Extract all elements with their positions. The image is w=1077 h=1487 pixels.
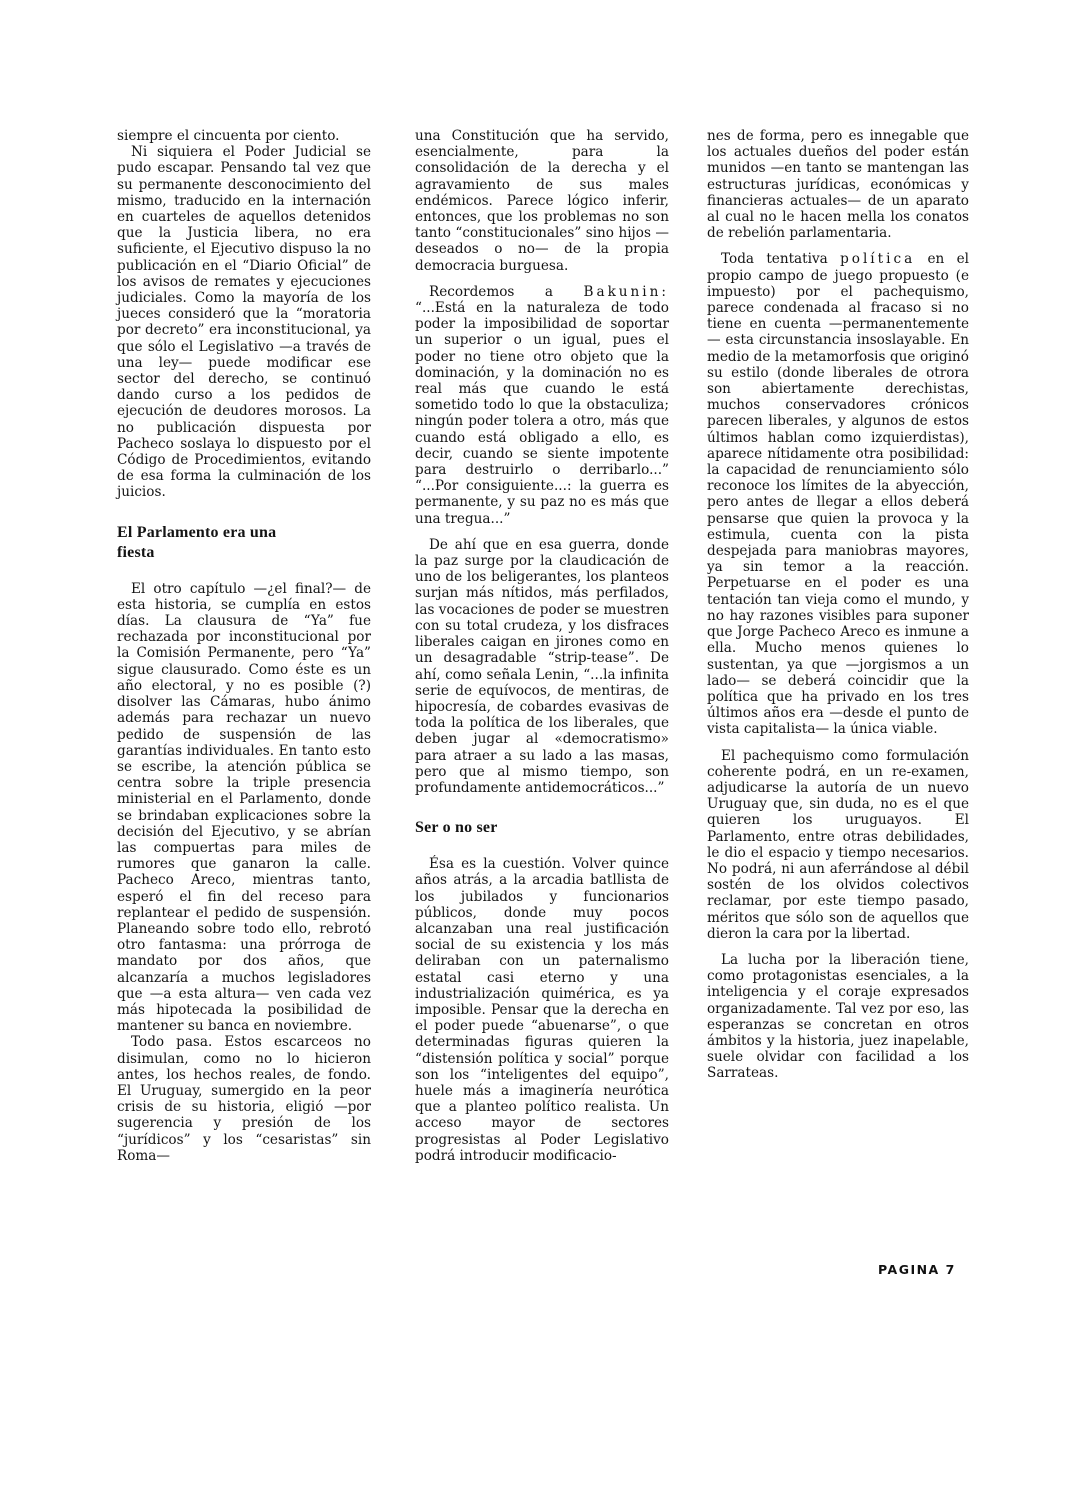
article-column-2 <box>415 128 669 1164</box>
paragraph <box>707 251 969 737</box>
page-number: PAGINA 7 <box>878 1262 956 1277</box>
paragraph-lead: Recordemos a <box>429 283 553 300</box>
paragraph: De ahí que en esa guerra, donde la paz surge por la claudicación de uno de los beligerantes, los planteos surjan más nítidos, más perfilados, las vocaciones de poder se muestren con su total crudeza, y los disfraces liberales caigan en jirones como en un desagradable “strip-tease”. De ahí, como señala Lenin, “...la infinita serie de equívocos, de mentiras, de hipocresía, de cobardes evasivas de toda la política de los liberales, que deben jugar al «democratismo» para atraer a su lado a las masas, pero que al mismo tiempo, son profundamente antidemocráticos...” <box>415 536 669 796</box>
section-heading: El Parlamento era una fiesta <box>117 523 277 561</box>
author-name: Bakunin: <box>583 283 669 300</box>
paragraph-lead: Toda tentativa <box>721 251 828 268</box>
paragraph: Ésa es la cuestión. Volver quince años atrás, a la arcadia batllista de los jubilados y funcionarios públicos, donde muy pocos alcanzaban una real justificación social de su existencia y los más deliraban con un paternalismo estatal casi eterno y una industrialización quimérica, es ya imposible. Pensar que la derecha en el poder puede “abuenarse”, o que determinadas figuras quieren la “distensión política y social” porque son los “inteligentes del equipo”, huele más a imaginería neurótica que a planteo político realista. Un acceso mayor de sectores progresistas al Poder Legislativo podrá introducir modificacio- <box>415 856 669 1164</box>
paragraph: La lucha por la liberación tiene, como protagonistas esenciales, a la inteligencia y el coraje expresados organizadamente. Tal vez por eso, las esperanzas se concretan en otros ámbitos y la historia, juez inapelable, suele olvidar con facilidad a los Sarrateas. <box>707 951 969 1082</box>
section-heading: Ser o no ser <box>415 819 498 837</box>
article-column-1 <box>117 128 371 1164</box>
paragraph-text: en el propio campo de juego propuesto (e impuesto) por el pachequismo, parece condenada al fracaso si no tiene en cuenta —permanentemente— esta circunstancia insoslayable. En medio de la metamorfosis que originó su estilo (donde liberales de otrora son abiertamente derechistas, muchos conservadores crónicos parecen liberales, y algunos de estos últimos hablan como izquierdistas), aparece nítidamente otra posibilidad: la capacidad de renunciamiento sólo reconoce los límites de la abyección, pero antes de llegar a ellos deberá pensarse que quien la provoca y la estimula, cuenta con la pista despejada para maniobras mayores, ya sin temor a la reacción. Perpetuarse en el poder es una tentación tan vieja como el mundo, y no hay razones visibles para suponer que Jorge Pacheco Areco es inmune a ella. Mucho menos quienes lo sustentan, ya que —jorgismos a un lado— se deberá coincidir que la política que ha privado en los tres últimos años era —desde el punto de vista capitalista— la única viable. <box>707 251 970 738</box>
paragraph: una Constitución que ha servido, esencialmente, para la consolidación de la derecha y el agravamiento de sus males endémicos. Parece lógico inferir, entonces, que los problemas no son tanto “constitucionales” sino hijos —deseados o no— de la propia democracia burguesa. <box>415 128 669 274</box>
paragraph: El otro capítulo —¿el final?— de esta historia, se cumplía en estos días. La clausura de “Ya” fue rechazada por inconstitucional por la Comisión Permanente, pero “Ya” sigue clausurado. Como éste es un año electoral, y no es posible (?) disolver las Cámaras, hubo ánimo además para rechazar un nuevo pedido de suspensión de las garantías individuales. En tanto esto se escribe, la atención pública se centra sobre la triple presencia ministerial en el Parlamento, donde se brindaban explicaciones sobre la decisión del Ejecutivo, y se abrían las compuertas para miles de rumores que ganaron la calle. Pacheco Areco, mientras tanto, esperó el fin del receso para replantear el pedido de suspensión. Planeando sobre todo ello, rebrotó otro fantasma: una prórroga de mandato por dos años, que alcanzaría a muchos legisladores que —a esta altura— ven cada vez más hipotecada la posibilidad de mantener su banca en noviembre. <box>117 580 371 1035</box>
paragraph: Todo pasa. Estos escarceos no disimulan, como no lo hicieron antes, los hechos reales, de fondo. El Uruguay, sumergido en la peor crisis de su historia, eligió —por sugerencia y presión de los “jurídicos” y los “cesaristas” sin Roma— <box>117 1034 371 1164</box>
paragraph: El pachequismo como formulación coherente podrá, en un re-examen, adjudicarse la autoría de un nuevo Uruguay que, sin duda, no es el que quieren los uruguayos. El Parlamento, entre otras debilidades, le dio el espacio y tiempo necesarios. No podrá, ni aun aferrándose al débil sostén de los olvidos colectivos reclamar, por este tiempo pasado, méritos que sólo son de aquellos que dieron la cara por la libertad. <box>707 747 969 942</box>
article-column-3 <box>707 128 969 1082</box>
paragraph: siempre el cincuenta por ciento. <box>117 128 340 144</box>
paragraph-quote-bakunin <box>415 284 669 527</box>
paragraph: Ni siquiera el Poder Judicial se pudo escapar. Pensando tal vez que su permanente desconocimiento del mismo, traducido en la internación en cuarteles de aquellos detenidos que la Justicia libera, no era suficiente, el Ejecutivo dispuso la no publicación en el “Diario Oficial” de los avisos de remates y ejecuciones judiciales. Como la mayoría de los jueces consideró que la “moratoria por decreto” era inconstitucional, ya que sólo el Legislativo —a través de una ley— puede modificar ese sector del derecho, se continuó dando curso a los pedidos de ejecución de deudores morosos. La no publicación dispuesta por Pacheco soslaya lo dispuesto por el Código de Procedimientos, evitando de esa forma la culminación de los juicios. <box>117 144 371 501</box>
emphasized-word: política <box>840 251 916 268</box>
paragraph: nes de forma, pero es innegable que los actuales dueños del poder están munidos —en tanto se mantengan las estructuras jurídicas, económicas y financieras actuales— de un aparato al cual no le hacen mella los conatos de rebelión parlamentaria. <box>707 128 969 242</box>
quote-text: “...Está en la naturaleza de todo poder la imposibilidad de soportar un superior o un igual, pues el poder no tiene otro objeto que la dominación, y la dominación no es real más que cuando le está sometido todo lo que la obstaculiza; ningún poder tolera a otro, más que cuando está obligado a ello, es decir, cuando se siente impotente para destruirlo o derribarlo...” “...Por consiguiente...: la guerra es permanente, y su paz no es más que una tregua...” <box>415 300 669 527</box>
